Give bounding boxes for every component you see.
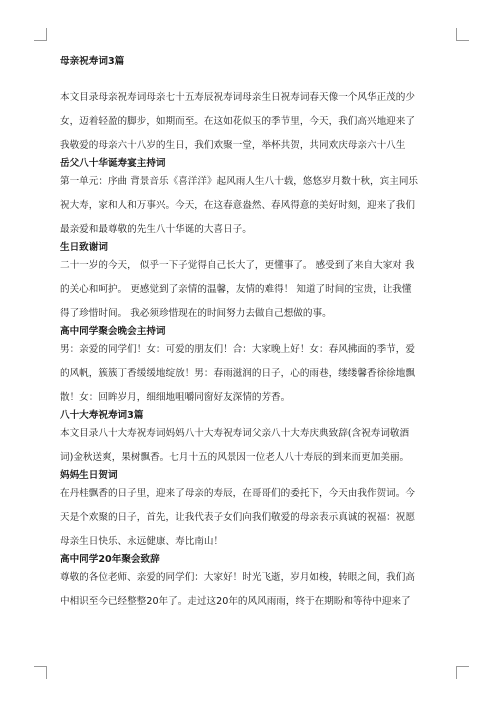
text-line: 男：亲爱的同学们！女：可爱的朋友们！合：大家晚上好！女：春风拂面的季节，爱 [60, 344, 415, 355]
text-line: 第一单元：序曲 背景音乐《喜洋洋》起风雨人生八十载，悠悠岁月数十秋，宾主同乐 [60, 176, 419, 187]
text-line: 本文目录八十大寿祝寿词妈妈八十大寿祝寿词父亲八十大寿庆典致辞(含祝寿词敬酒 [60, 428, 410, 439]
text-line: 母亲生日快乐、永远健康、寿比南山！ [60, 536, 224, 547]
section-paragraph [60, 170, 432, 242]
text-line: 中相识至今已经整整20年了。走过这20年的风风雨雨，终于在期盼和等待中迎来了 [60, 596, 411, 607]
text-line: 的关心和呵护。 更感觉到了亲情的温馨，友情的难得！ 知道了时间的宝贵，让我懂 [60, 284, 412, 295]
section-heading: 高中同学20年聚会致辞 [60, 554, 160, 565]
section-heading: 生日致谢词 [60, 242, 108, 253]
crop-mark-top-left [34, 28, 47, 41]
crop-mark-top-right [456, 28, 469, 41]
document-title: 母亲祝寿词3篇 [60, 56, 125, 67]
text-line: 本文目录母亲祝寿词母亲七十五寿辰祝寿词母亲生日祝寿词春天像一个风华正茂的少 [60, 92, 415, 103]
text-line: 散！女：回眸岁月，细细地咀嚼同窗好友深情的芳香。 [60, 392, 291, 403]
document-body [60, 56, 432, 614]
text-line: 祝大寿，家和人和万事兴。今天，在这春意盎然、春风得意的美好时刻，迎来了我们 [60, 200, 415, 211]
section-heading: 岳父八十华诞寿宴主持词 [60, 158, 166, 169]
crop-mark-bottom-left [34, 666, 47, 679]
paragraph-intro [60, 86, 432, 158]
text-line: 女，迈着轻盈的脚步，如期而至。在这如花似玉的季节里，今天，我们高兴地迎来了 [60, 116, 415, 127]
section-heading: 八十大寿祝寿词3篇 [60, 410, 144, 421]
text-line: 词)金秋送爽，果树飘香。七月十五的风景因一位老人八十寿辰的到来而更加美丽。 [60, 452, 410, 463]
text-line: 的风帆，簇簇丁香缓缓地绽放！男：春雨滋润的日子，心的雨巷，缕缕馨香徐徐地飘 [60, 368, 415, 379]
text-line: 尊敬的各位老师、亲爱的同学们：大家好！时光飞逝，岁月如梭，转眼之间，我们高 [60, 572, 415, 583]
crop-mark-bottom-right [456, 666, 469, 679]
text-line: 得了珍惜时间。 我必须珍惜现在的时间努力去做自己想做的事。 [60, 308, 332, 319]
section-paragraph [60, 422, 432, 470]
section-paragraph [60, 482, 432, 554]
section-heading: 妈妈生日贺词 [60, 470, 118, 481]
section-paragraph [60, 254, 432, 326]
section-paragraph [60, 338, 432, 410]
section-heading: 高中同学聚会晚会主持词 [60, 326, 166, 337]
text-line: 二十一岁的今天， 似乎一下子觉得自己长大了，更懂事了。 感受到了来自大家对 我 [60, 260, 415, 271]
text-line: 我敬爱的母亲六十八岁的生日，我们欢聚一堂，举杯共贺，共同欢庆母亲六十八生 [60, 140, 406, 151]
text-line: 天是个欢聚的日子，首先，让我代表子女们向我们敬爱的母亲表示真诚的祝福：祝愿 [60, 512, 415, 523]
section-paragraph [60, 566, 432, 614]
text-line: 最亲爱和最尊敬的先生八十华诞的大喜日子。 [60, 224, 252, 235]
text-line: 在丹桂飘香的日子里，迎来了母亲的寿辰，在哥哥们的委托下，今天由我作贺词。今 [60, 488, 415, 499]
